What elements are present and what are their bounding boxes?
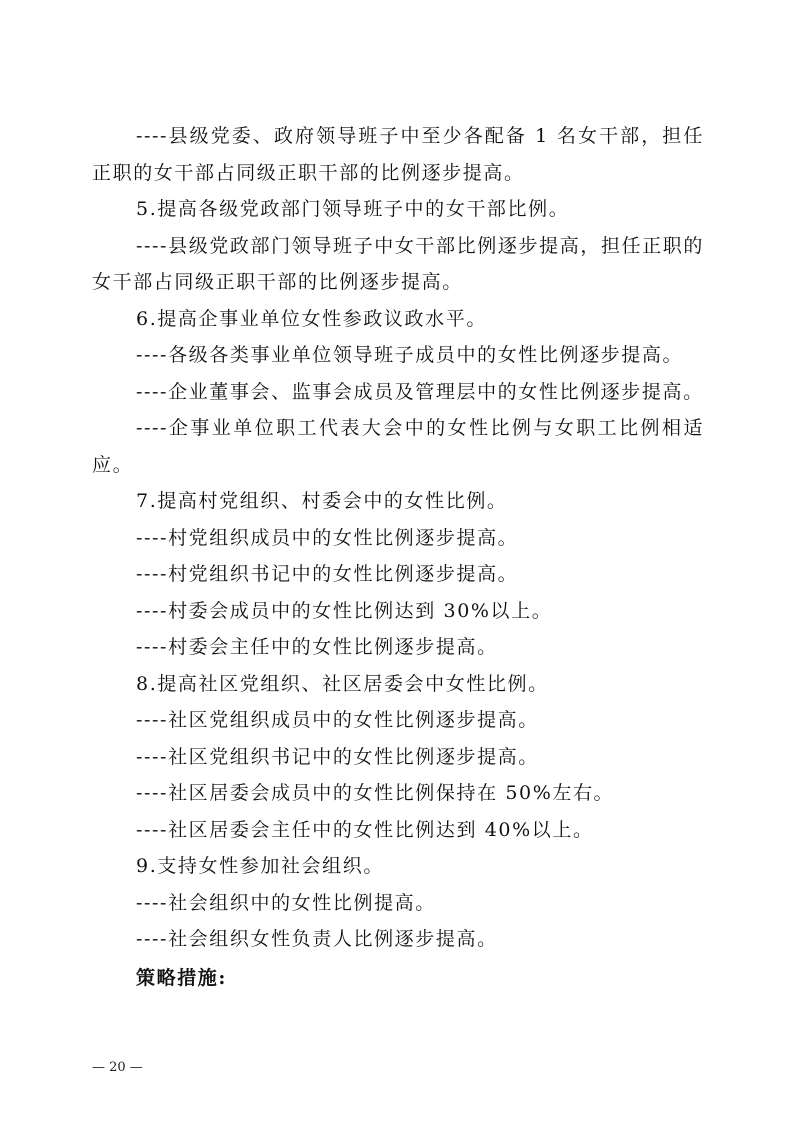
paragraph: ----社区党组织成员中的女性比例逐步提高。: [136, 709, 539, 731]
paragraph: ----社区居委会成员中的女性比例保持在 50%左右。: [136, 782, 615, 804]
paragraph: ----社区党组织书记中的女性比例逐步提高。: [136, 745, 539, 768]
paragraph: ----村党组织成员中的女性比例逐步提高。: [136, 526, 519, 549]
paragraph: ----村党组织书记中的女性比例逐步提高。: [136, 563, 519, 585]
paragraph: 7.提高村党组织、村委会中的女性比例。: [136, 490, 508, 512]
paragraph: ----县级党委、政府领导班子中至少各配备 1 名女干部，担任正职的女干部占同级正职干部的比例逐步提高。: [92, 125, 704, 184]
paragraph: ----县级党政部门领导班子中女干部比例逐步提高，担任正职的女干部占同级正职干部的比例逐步提高。: [92, 234, 704, 293]
paragraph: ----村委会成员中的女性比例达到 30%以上。: [136, 599, 553, 622]
section-heading: 策略措施:: [136, 966, 228, 989]
paragraph: ----企事业单位职工代表大会中的女性比例与女职工比例相适应。: [92, 417, 704, 476]
paragraph: ----社会组织中的女性比例提高。: [136, 891, 436, 914]
paragraph: 6.提高企事业单位女性参政议政水平。: [136, 307, 487, 330]
paragraph: ----各级各类事业单位领导班子成员中的女性比例逐步提高。: [136, 344, 684, 366]
paragraph: ----社会组织女性负责人比例逐步提高。: [136, 928, 498, 950]
document-body: [92, 118, 704, 996]
paragraph: 5.提高各级党政部门领导班子中的女干部比例。: [136, 198, 570, 220]
page-number: — 20 —: [92, 1060, 143, 1075]
paragraph: 8.提高社区党组织、社区居委会中女性比例。: [136, 672, 549, 695]
paragraph: ----社区居委会主任中的女性比例达到 40%以上。: [136, 818, 594, 841]
paragraph: ----企业董事会、监事会成员及管理层中的女性比例逐步提高。: [136, 380, 704, 403]
paragraph: ----村委会主任中的女性比例逐步提高。: [136, 636, 498, 658]
paragraph: 9.支持女性参加社会组织。: [136, 855, 384, 877]
